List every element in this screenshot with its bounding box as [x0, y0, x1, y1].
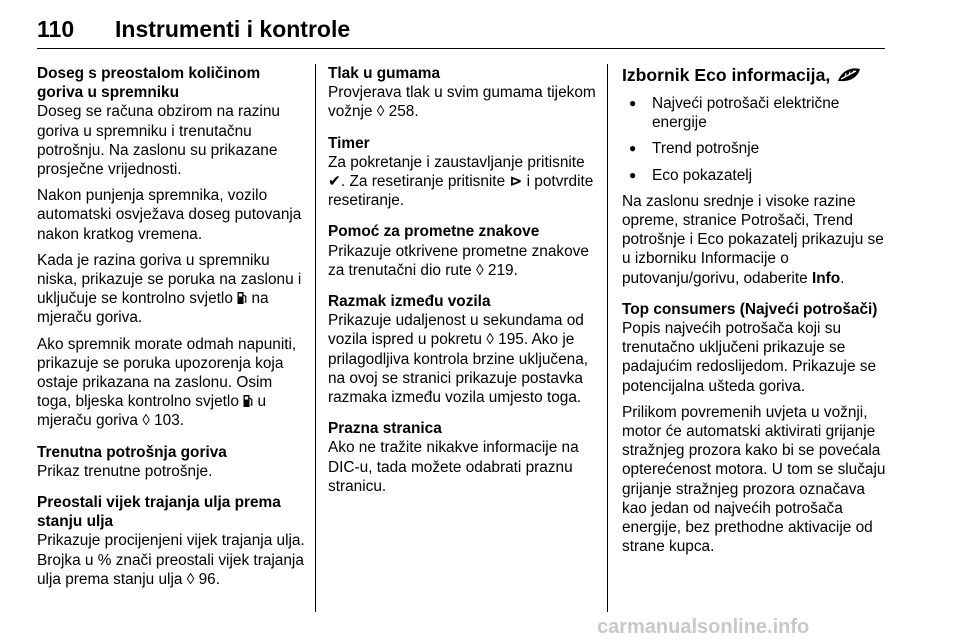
paragraph: [328, 311, 598, 407]
paragraph: Prikaz trenutne potrošnje.: [37, 462, 213, 480]
play-icon: ⊳: [509, 173, 523, 191]
reference-symbol[interactable]: ◊: [486, 331, 494, 349]
column-2: [328, 64, 598, 508]
section-title: Doseg s preostalom količinom goriva u spremniku: [37, 65, 261, 102]
paragraph: [328, 153, 598, 211]
column-3: [622, 64, 890, 568]
section-title: Timer: [328, 134, 370, 152]
section-following-distance: [328, 292, 598, 407]
heading-text: Izbornik Eco informacija,: [622, 65, 831, 85]
section-title: Top consumers (Najveći potrošači): [622, 300, 878, 318]
paragraph: [328, 242, 598, 280]
section-fuel-range: [37, 64, 305, 431]
text-run: Kada je razina goriva u spremniku niska, prikazuje se poruka na zaslonu i uključuje se kontrolno svjetlo: [37, 251, 302, 308]
column-divider-2: [607, 64, 608, 612]
text-run: Provjerava tlak u svim gumama tijekom vožnje: [328, 84, 596, 121]
text-run: Prikazuje udaljenost u sekundama od vozila ispred u pokretu: [328, 312, 584, 349]
list-item: ● Eco pokazatelj: [622, 166, 890, 185]
page-header: [37, 10, 885, 50]
section-title: Trenutna potrošnja goriva: [37, 443, 227, 461]
section-blank-page: [328, 419, 598, 496]
section-tyre-pressure: [328, 64, 598, 122]
reference-symbol[interactable]: ◊: [376, 103, 385, 121]
text-run: .: [840, 269, 845, 287]
page-number: 110: [37, 16, 75, 42]
page-reference[interactable]: 103.: [149, 412, 185, 430]
text-run: Prikazuje otkrivene prometne znakove za trenutačni dio rute: [328, 242, 589, 279]
reference-symbol[interactable]: ◊: [186, 570, 195, 588]
list-item: ● Trend potrošnje: [622, 139, 890, 158]
paragraph: [37, 335, 305, 431]
section-timer: [328, 134, 598, 211]
section-traffic-sign: [328, 222, 598, 280]
text-run: Ako spremnik morate odmah napuniti, prikazuje se poruka upozorenja koja ostaje prikazana na zaslonu. Osim toga, bljeska kontrolno svjetlo: [37, 335, 297, 411]
paragraph: Ako ne tražite nikakve informacije na DIC-u, tada možete odabrati praznu stranicu.: [328, 439, 579, 495]
reference-symbol[interactable]: ◊: [476, 261, 484, 279]
section-title: Tlak u gumama: [328, 65, 441, 82]
section-current-consumption: [37, 443, 305, 481]
paragraph: Prilikom povremenih uvjeta u vožnji, motor će automatski aktivirati grijanje stražnjeg prozora kako bi se povećala opterećenost motora. U tom se slučaju grijanje stražnjeg prozora označava kao jedan od najvećih potrošača energije, bez prethodne aktivacije od strane kupca.: [622, 403, 886, 556]
section-top-consumers: [622, 300, 890, 557]
page-reference[interactable]: 219.: [483, 261, 518, 279]
text-run: Za pokretanje i zaustavljanje pritisnite: [328, 153, 585, 171]
section-heading-eco: [622, 64, 890, 86]
fuel-pump-icon: [243, 394, 253, 408]
page-reference[interactable]: 96.: [194, 570, 220, 588]
reference-symbol[interactable]: ◊: [142, 412, 150, 430]
text-run: u mjeraču goriva: [37, 393, 267, 430]
column-divider-1: [315, 64, 316, 612]
fuel-pump-icon: [237, 291, 247, 305]
header-rule: [37, 48, 885, 49]
paragraph: [37, 251, 305, 328]
eco-menu-list: [622, 94, 890, 185]
eco-leaf-icon: [836, 66, 862, 84]
text-run: na mjeraču goriva.: [37, 290, 269, 327]
section-eco-intro: [622, 192, 890, 288]
column-1: [37, 64, 305, 601]
check-icon: ✔: [328, 173, 341, 191]
section-oil-life: [37, 493, 305, 589]
page-reference[interactable]: 195. Ako je prilagodljiva kontrola brzine uključena, na ovoj se stranici prikazuje postavka razmaka između vozila umjesto toga.: [328, 331, 589, 407]
paragraph: [328, 83, 598, 121]
menu-option-info: Info: [811, 269, 841, 287]
list-item: ● Najveći potrošači električne energije: [622, 94, 890, 132]
paragraph: [622, 192, 890, 288]
section-title: Preostali vijek trajanja ulja prema stanju ulja: [37, 494, 281, 531]
paragraph: Popis najvećih potrošača koji su trenutačno uključeni prikazuje se padajućim redoslijedom. Prikazuje se potencijalna ušteda goriva.: [622, 320, 877, 395]
paragraph: [37, 531, 305, 589]
text-run: Na zaslonu srednje i visoke razine opreme, stranice Potrošači, Trend potrošnje i Eco pokazatelj prikazuju se u izborniku Informacije o putovanju/gorivu, odaberite: [622, 192, 884, 287]
section-title: Razmak između vozila: [328, 293, 491, 311]
page-title: Instrumenti i kontrole: [115, 16, 351, 42]
section-title: Pomoć za prometne znakove: [328, 223, 540, 241]
text-run: i potvrdite resetiranje.: [328, 173, 594, 210]
text-run: Prikazuje procijenjeni vijek trajanja ulja. Brojka u % znači preostali vijek trajanja ulja prema stanju ulja: [37, 532, 305, 588]
paragraph: Nakon punjenja spremnika, vozilo automatski osvježava doseg putovanja nakon kratkog vremena.: [37, 187, 302, 243]
watermark-text: carmanualsonline.info: [597, 616, 810, 638]
paragraph: Doseg se računa obzirom na razinu goriva u spremniku i trenutačnu potrošnju. Na zaslonu su prikazane prosječne vrijednosti.: [37, 103, 280, 179]
page-reference[interactable]: 258.: [384, 103, 419, 121]
text-run: . Za resetiranje pritisnite: [340, 173, 510, 191]
section-title: Prazna stranica: [328, 420, 442, 438]
